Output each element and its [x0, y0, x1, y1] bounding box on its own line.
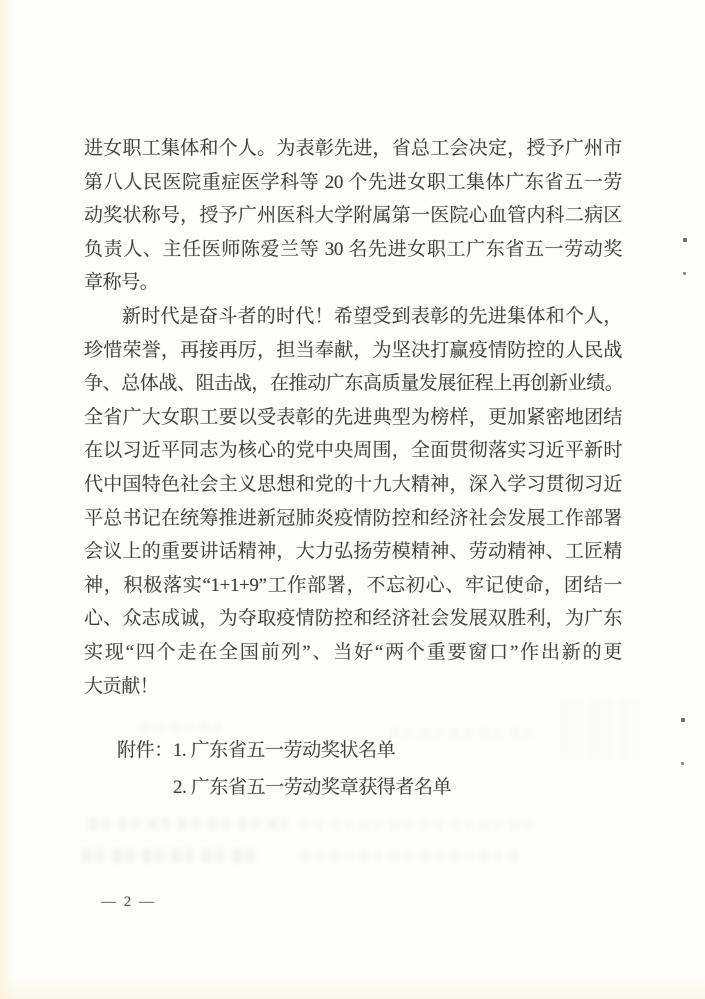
- scan-speck: [681, 718, 685, 722]
- paragraph2-line: 争、总体战、阻击战，在推动广东高质量发展征程上再创新业绩。: [84, 373, 624, 395]
- paragraph2-line: 平总书记在统筹推进新冠肺炎疫情防控和经济社会发展工作部署: [84, 507, 622, 529]
- bleed-through-artifact: [300, 850, 520, 862]
- paragraph1-line: 章称号。: [84, 272, 159, 294]
- paragraph2-line: 大贡献！: [84, 675, 159, 697]
- scan-edge-tint-left: [0, 0, 16, 999]
- paragraph2-line: 神，积极落实“1+1+9”工作部署，不忘初心、牢记使命，团结一: [84, 574, 622, 596]
- paragraph1-line: 动奖状称号，授予广州医科大学附属第一医院心血管内科二病区: [84, 205, 622, 227]
- paragraph1-line: 负责人、主任医师陈爱兰等 30 名先进女职工广东省五一劳动奖: [84, 238, 622, 260]
- paragraph2-line: 心、众志成诚，为夺取疫情防控和经济社会发展双胜利，为广东: [84, 608, 622, 630]
- attachment-label: 附件：: [117, 740, 173, 762]
- bleed-through-artifact: [300, 820, 540, 831]
- scan-edge-tint-bottom: [0, 977, 705, 999]
- paragraph2-line: 代中国特色社会主义思想和党的十九大精神，深入学习贯彻习近: [84, 473, 622, 495]
- page-number: — 2 —: [101, 894, 156, 910]
- paragraph2-line: 珍惜荣誉，再接再厉，担当奉献，为坚决打赢疫情防控的人民战: [84, 339, 622, 361]
- attachment-list: [84, 732, 622, 806]
- paragraph1-line: 进女职工集体和个人。为表彰先进，省总工会决定，授予广州市: [84, 138, 622, 159]
- paragraph2-line: 全省广大女职工要以受表彰的先进典型为榜样，更加紧密地团结: [84, 406, 622, 428]
- attachment-line: [84, 732, 622, 769]
- attachment-item: 1. 广东省五一劳动奖状名单: [172, 740, 396, 762]
- scan-speck: [683, 272, 686, 275]
- paragraph2-line: 实现“四个走在全国前列”、当好“两个重要窗口”作出新的更: [84, 641, 622, 663]
- bleed-through-artifact: [88, 817, 288, 830]
- document-body-text: [84, 132, 622, 806]
- attachment-line: [84, 769, 622, 806]
- attachment-item: 2. 广东省五一劳动奖章获得者名单: [173, 777, 452, 799]
- bleed-through-artifact: [82, 848, 262, 863]
- paragraph1-line: 第八人民医院重症医学科等 20 个先进女职工集体广东省五一劳: [84, 171, 622, 193]
- paragraph2-line: 新时代是奋斗者的时代！希望受到表彰的先进集体和个人，: [122, 305, 622, 327]
- paragraph2-line: 会议上的重要讲话精神，大力弘扬劳模精神、劳动精神、工匠精: [84, 541, 622, 563]
- paragraph2-line: 在以习近平同志为核心的党中央周围，全面贯彻落实习近平新时: [84, 440, 622, 462]
- scan-speck: [681, 762, 684, 765]
- scan-speck: [683, 238, 687, 242]
